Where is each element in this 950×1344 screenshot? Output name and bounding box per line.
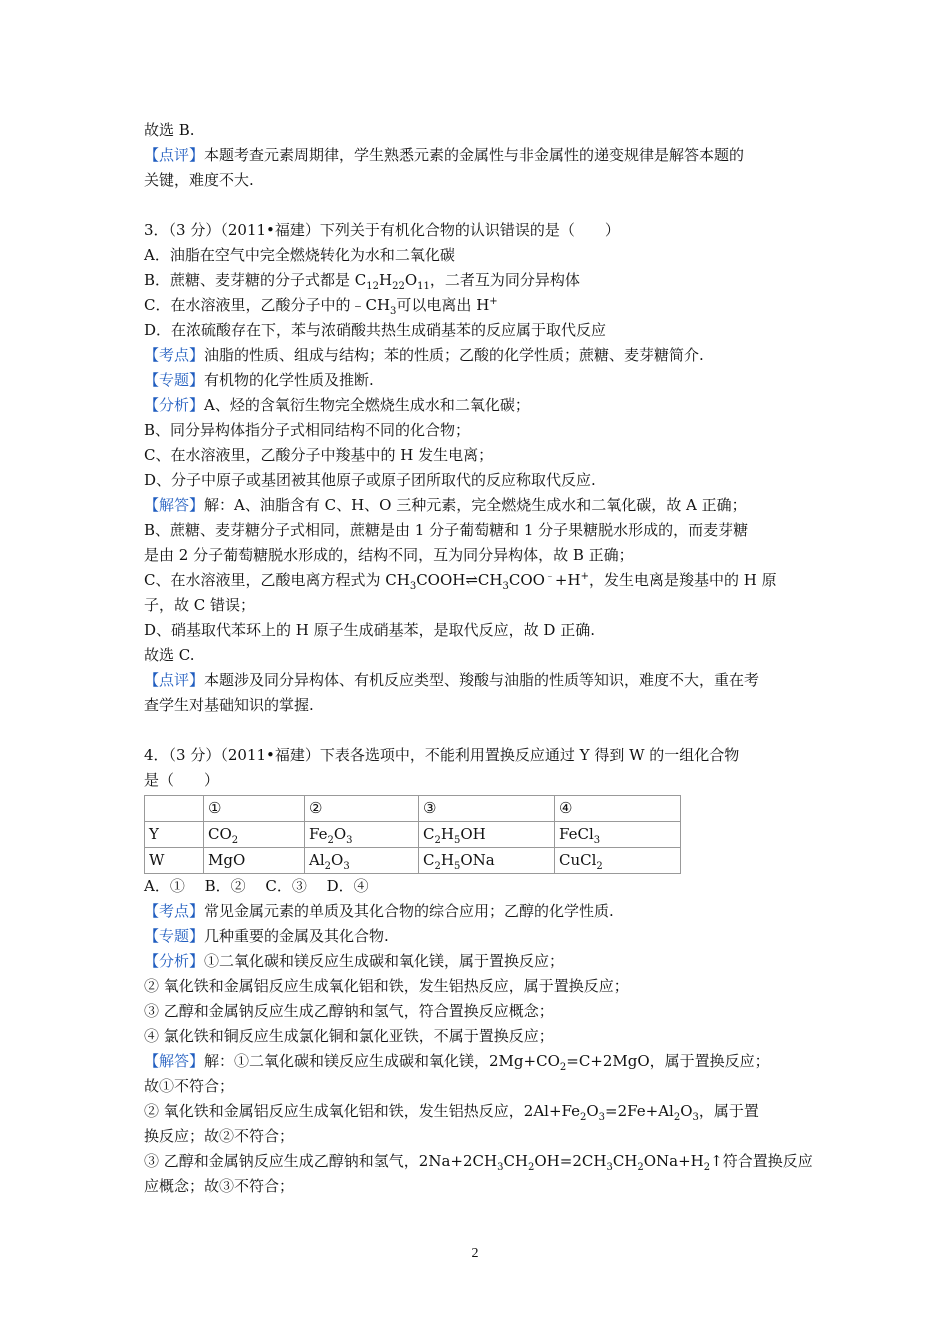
q3-analysis-2: B、同分异构体指分子式相同结构不同的化合物； [144,421,471,439]
q3-review-1: 【点评】本题涉及同分异构体、有机反应类型、羧酸与油脂的性质等知识，难度不大，重在考 [144,671,760,689]
q4-stem-2: 是（ ） [144,771,220,789]
page-number: 2 [471,1246,479,1261]
table-cell [145,796,204,822]
table-row-y [145,822,681,848]
prev-review-line-1: 【点评】本题考查元素周期律，学生熟悉元素的金属性与非金属性的递变规律是解答本题的 [144,146,745,164]
q3-answer-4: C、在水溶液里，乙酸电离方程式为 $CH_3COOH\rightleftharpoons CH_3COO^﹣+H^+$，发生电离是羧基中的 H 原 [144,571,777,592]
q3-topic: 【专题】有机物的化学性质及推断. [144,371,374,389]
q3-point: 【考点】油脂的性质、组成与结构；苯的性质；乙酸的化学性质；蔗糖、麦芽糖简介. [144,346,704,364]
q4-answer-3: ② 氧化铁和金属铝反应生成氧化铝和铁，发生铝热反应，$2Al+Fe_2O_3=2Fe+Al_2O_3$，属于置 [144,1102,759,1123]
table-cell: CuCl$_2$ [555,848,681,874]
q3-answer-6: D、硝基取代苯环上的 H 原子生成硝基苯，是取代反应，故 D 正确. [144,621,595,639]
q3-answer-1: 【解答】解：A、油脂含有 C、H、O 三种元素，完全燃烧生成水和二氧化碳，故 A 正确； [144,496,747,514]
q4-answer-4: 换反应；故②不符合； [144,1127,295,1145]
table-cell: $C_2H_5ONa$ [419,848,555,874]
table-cell: $Al_2O_3$ [305,848,419,874]
q3-analysis-3: C、在水溶液里，乙酸分子中羧基中的 H 发生电离； [144,446,494,464]
q4-answer-5: ③ 乙醇和金属钠反应生成乙醇钠和氢气，$2Na+2CH_3CH_2OH=2CH_3CH_2ONa+H_2↑$符合置换反应 [144,1152,813,1173]
table-cell: W [145,848,204,874]
q3-review-2: 查学生对基础知识的掌握. [144,696,314,714]
q3-analysis-4: D、分子中原子或基团被其他原子或原子团所取代的反应称取代反应. [144,471,596,489]
table-cell: ③ [419,796,555,822]
q3-answer-3: 是由 2 分子葡萄糖脱水形成的，结构不同，互为同分异构体，故 B 正确； [144,546,634,564]
q4-analysis-1: 【分析】①二氧化碳和镁反应生成碳和氧化镁，属于置换反应； [144,952,565,970]
table-cell: FeCl$_3$ [555,822,681,848]
q4-topic: 【专题】几种重要的金属及其化合物. [144,927,389,945]
table-row-w [145,848,681,874]
q4-analysis-3: ③ 乙醇和金属钠反应生成乙醇钠和氢气，符合置换反应概念； [144,1002,554,1020]
q4-point: 【考点】常见金属元素的单质及其化合物的综合应用；乙醇的化学性质. [144,902,614,920]
q4-stem-1: 4．（3 分）（2011•福建）下表各选项中，不能利用置换反应通过 Y 得到 W 的一组化合物 [144,746,740,764]
table-header-row [145,796,681,822]
table-cell: MgO [204,848,305,874]
prev-choose: 故选 B. [144,121,195,139]
table-cell: Y [145,822,204,848]
q3-option-a: A．油脂在空气中完全燃烧转化为水和二氧化碳 [144,246,455,264]
table-cell: $CO_2$ [204,822,305,848]
table-cell: ④ [555,796,681,822]
q4-answer-1: 【解答】解：①二氧化碳和镁反应生成碳和氧化镁，$2Mg+CO_2=C+2MgO$，属于置换反应； [144,1052,770,1073]
q3-option-d: D．在浓硫酸存在下，苯与浓硝酸共热生成硝基苯的反应属于取代反应 [144,321,607,339]
q3-option-b: B．蔗糖、麦芽糖的分子式都是 $C_{12}H_{22}O_{11}$，二者互为同分异构体 [144,271,580,292]
document-body [144,118,813,1199]
q4-answer-6: 应概念；故③不符合； [144,1177,295,1195]
prev-review-line-2: 关键，难度不大. [144,171,254,189]
table-cell: ② [305,796,419,822]
q3-answer-5: 子，故 C 错误； [144,596,256,614]
q4-answer-2: 故①不符合； [144,1077,235,1095]
review-tag: 【点评】 [144,146,205,164]
q4-options: A．① B．② C．③ D．④ [144,877,369,895]
table-cell: $Fe_2O_3$ [305,822,419,848]
q4-table [144,795,681,874]
table-cell: ① [204,796,305,822]
q3-answer-2: B、蔗糖、麦芽糖分子式相同，蔗糖是由 1 分子葡萄糖和 1 分子果糖脱水形成的，而麦芽糖 [144,521,749,539]
q3-option-c: C．在水溶液里，乙酸分子中的$﹣CH_3$可以电离出 H+ [144,296,498,317]
q4-analysis-2: ② 氧化铁和金属铝反应生成氧化铝和铁，发生铝热反应，属于置换反应； [144,977,629,995]
q3-analysis-1: 【分析】A、烃的含氧衍生物完全燃烧生成水和二氧化碳； [144,396,530,414]
q3-stem: 3．（3 分）（2011•福建）下列关于有机化合物的认识错误的是（ ） [144,221,620,239]
q3-choose: 故选 C. [144,646,195,664]
q4-analysis-4: ④ 氯化铁和铜反应生成氯化铜和氯化亚铁，不属于置换反应； [144,1027,554,1045]
table-cell: $C_2H_5OH$ [419,822,555,848]
